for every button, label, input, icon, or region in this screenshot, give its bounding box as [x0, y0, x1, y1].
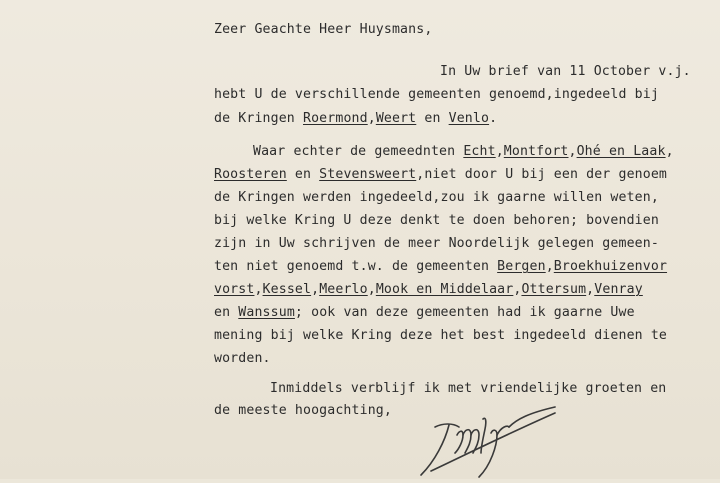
underlined-place-name: Roosteren	[214, 167, 287, 182]
underlined-place-name: Ohé en Laak	[576, 144, 666, 159]
text-fragment: ten niet genoemd t.w. de gemeenten	[214, 259, 498, 274]
text-fragment: Waar echter de gemeednten	[253, 144, 464, 159]
paragraph-1-line-3	[214, 111, 497, 127]
underlined-place-name: Meerlo	[319, 282, 368, 297]
underlined-place-name: Stevensweert	[319, 167, 417, 182]
handwritten-signature	[405, 405, 565, 479]
underlined-place-name: Montfort	[503, 144, 569, 159]
paragraph-2-line-3: de Kringen werden ingedeeld,zou ik gaarne willen weten,	[214, 190, 659, 205]
underlined-place-name: Mook en Middelaar	[375, 282, 514, 297]
paragraph-1-line-1: In Uw brief van 11 October v.j.	[440, 64, 691, 79]
paragraph-2-line-10: worden.	[214, 351, 271, 366]
text-fragment: de Kringen	[214, 111, 303, 126]
salutation: Zeer Geachte Heer Huysmans,	[214, 22, 433, 37]
text-fragment: en	[214, 305, 239, 320]
text-fragment: ,	[545, 259, 554, 274]
text-fragment: ,	[367, 111, 376, 126]
text-fragment: ,	[586, 282, 595, 297]
text-fragment: en	[416, 111, 449, 126]
text-fragment: ,	[367, 282, 376, 297]
underlined-place-name: Wanssum	[238, 305, 295, 320]
text-fragment: ,	[311, 282, 320, 297]
underlined-place-name: Venlo	[448, 111, 490, 126]
paragraph-2-line-2	[214, 167, 667, 183]
paragraph-2-line-5: zijn in Uw schrijven de meer Noordelijk gelegen gemeen-	[214, 236, 659, 251]
paragraph-2-line-1	[253, 144, 674, 160]
text-fragment: ,	[513, 282, 522, 297]
underlined-place-name: Ottersum	[521, 282, 587, 297]
paragraph-2-line-9: mening bij welke Kring deze het best ingedeeld dienen te	[214, 328, 668, 343]
closing-line-2: de meeste hoogachting,	[214, 403, 392, 418]
underlined-place-name: Broekhuizenvor	[553, 259, 668, 274]
underlined-place-name: vorst	[214, 282, 255, 297]
underlined-place-name: Echt	[463, 144, 496, 159]
underlined-place-name: Roermond	[303, 111, 368, 126]
text-fragment: en	[286, 167, 320, 182]
paragraph-2-line-8	[214, 305, 635, 321]
closing-line-1: Inmiddels verblijf ik met vriendelijke groeten en	[270, 381, 667, 396]
underlined-place-name: Bergen	[497, 259, 546, 274]
paragraph-2-line-7	[214, 282, 643, 298]
paragraph-1-line-2: hebt U de verschillende gemeenten genoemd,ingedeeld bij	[214, 87, 659, 102]
text-fragment: ,	[254, 282, 263, 297]
text-fragment: ,	[495, 144, 504, 159]
underlined-place-name: Venray	[594, 282, 643, 297]
paragraph-2-line-6	[214, 259, 667, 275]
paragraph-2-line-4: bij welke Kring U deze denkt te doen behoren; bovendien	[214, 213, 659, 228]
text-fragment: ,	[568, 144, 577, 159]
underlined-place-name: Weert	[375, 111, 417, 126]
text-fragment: ; ook van deze gemeenten had ik gaarne Uwe	[294, 305, 635, 320]
underlined-place-name: Kessel	[262, 282, 312, 297]
text-fragment: ,	[665, 144, 674, 159]
text-fragment: ,niet door U bij een der genoem	[416, 167, 668, 182]
text-fragment: .	[489, 111, 498, 126]
